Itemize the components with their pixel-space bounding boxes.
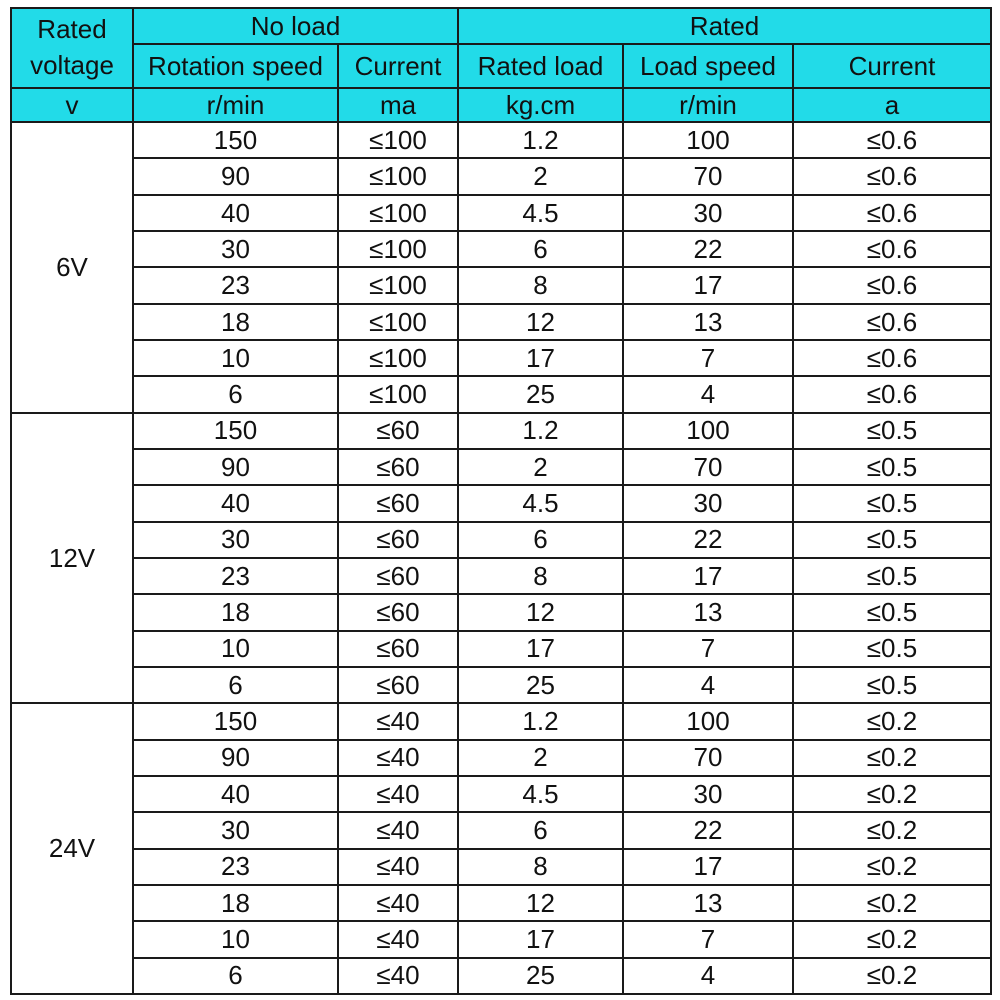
cell-rated-current: ≤0.6 xyxy=(793,376,991,412)
cell-no-load-current: ≤100 xyxy=(338,304,458,340)
cell-rotation-speed: 150 xyxy=(133,703,338,739)
cell-rotation-speed: 10 xyxy=(133,631,338,667)
table-row xyxy=(11,122,991,158)
cell-rated-load: 6 xyxy=(458,522,623,558)
cell-load-speed: 70 xyxy=(623,740,793,776)
cell-rated-current: ≤0.5 xyxy=(793,485,991,521)
cell-load-speed: 4 xyxy=(623,667,793,703)
cell-rated-load: 2 xyxy=(458,158,623,194)
cell-rated-load: 12 xyxy=(458,885,623,921)
table-row xyxy=(11,703,991,739)
cell-rated-current: ≤0.5 xyxy=(793,522,991,558)
table-row xyxy=(11,885,991,921)
cell-no-load-current: ≤40 xyxy=(338,776,458,812)
table-row xyxy=(11,776,991,812)
cell-no-load-current: ≤60 xyxy=(338,667,458,703)
cell-load-speed: 22 xyxy=(623,522,793,558)
cell-rotation-speed: 18 xyxy=(133,304,338,340)
table-row xyxy=(11,267,991,303)
cell-no-load-current: ≤60 xyxy=(338,522,458,558)
cell-rated-current: ≤0.6 xyxy=(793,158,991,194)
cell-rotation-speed: 90 xyxy=(133,740,338,776)
table-row xyxy=(11,231,991,267)
cell-no-load-current: ≤40 xyxy=(338,885,458,921)
cell-rated-load: 1.2 xyxy=(458,703,623,739)
cell-rated-current: ≤0.6 xyxy=(793,195,991,231)
cell-rated-load: 25 xyxy=(458,376,623,412)
table-row xyxy=(11,812,991,848)
cell-load-speed: 4 xyxy=(623,958,793,994)
cell-no-load-current: ≤60 xyxy=(338,631,458,667)
cell-rotation-speed: 6 xyxy=(133,958,338,994)
table-row xyxy=(11,921,991,957)
cell-rated-current: ≤0.5 xyxy=(793,631,991,667)
cell-load-speed: 17 xyxy=(623,267,793,303)
cell-load-speed: 30 xyxy=(623,776,793,812)
cell-load-speed: 13 xyxy=(623,885,793,921)
header-load-speed: Load speed xyxy=(623,44,793,88)
cell-rated-current: ≤0.2 xyxy=(793,921,991,957)
cell-load-speed: 70 xyxy=(623,158,793,194)
unit-voltage: v xyxy=(11,88,133,122)
header-rated-current: Current xyxy=(793,44,991,88)
header-row-units xyxy=(11,88,991,122)
cell-load-speed: 13 xyxy=(623,594,793,630)
cell-load-speed: 17 xyxy=(623,849,793,885)
table-row xyxy=(11,667,991,703)
cell-rated-current: ≤0.5 xyxy=(793,449,991,485)
cell-rotation-speed: 40 xyxy=(133,776,338,812)
cell-load-speed: 4 xyxy=(623,376,793,412)
table-body xyxy=(11,122,991,994)
header-no-load-current: Current xyxy=(338,44,458,88)
cell-load-speed: 7 xyxy=(623,631,793,667)
cell-rated-current: ≤0.2 xyxy=(793,740,991,776)
cell-rotation-speed: 90 xyxy=(133,449,338,485)
table-row xyxy=(11,413,991,449)
cell-rated-current: ≤0.6 xyxy=(793,122,991,158)
cell-rotation-speed: 30 xyxy=(133,812,338,848)
cell-rated-load: 25 xyxy=(458,958,623,994)
cell-no-load-current: ≤100 xyxy=(338,195,458,231)
unit-no-load-current: ma xyxy=(338,88,458,122)
table-row xyxy=(11,522,991,558)
cell-rated-load: 17 xyxy=(458,340,623,376)
cell-no-load-current: ≤40 xyxy=(338,740,458,776)
header-rotation-speed: Rotation speed xyxy=(133,44,338,88)
cell-rotation-speed: 18 xyxy=(133,885,338,921)
cell-rotation-speed: 18 xyxy=(133,594,338,630)
motor-spec-table xyxy=(10,7,992,995)
cell-rated-load: 4.5 xyxy=(458,485,623,521)
cell-load-speed: 70 xyxy=(623,449,793,485)
cell-rated-load: 17 xyxy=(458,631,623,667)
cell-no-load-current: ≤60 xyxy=(338,449,458,485)
cell-rotation-speed: 40 xyxy=(133,485,338,521)
cell-rated-current: ≤0.5 xyxy=(793,413,991,449)
cell-rated-load: 12 xyxy=(458,594,623,630)
cell-rotation-speed: 150 xyxy=(133,413,338,449)
table-row xyxy=(11,449,991,485)
cell-rated-current: ≤0.2 xyxy=(793,776,991,812)
cell-rated-current: ≤0.2 xyxy=(793,958,991,994)
cell-rotation-speed: 150 xyxy=(133,122,338,158)
cell-rated-load: 2 xyxy=(458,449,623,485)
cell-load-speed: 7 xyxy=(623,340,793,376)
unit-rated-load: kg.cm xyxy=(458,88,623,122)
header-no-load: No load xyxy=(133,8,458,44)
cell-no-load-current: ≤60 xyxy=(338,558,458,594)
cell-rotation-speed: 6 xyxy=(133,667,338,703)
cell-load-speed: 13 xyxy=(623,304,793,340)
cell-no-load-current: ≤40 xyxy=(338,958,458,994)
cell-load-speed: 22 xyxy=(623,812,793,848)
unit-rotation-speed: r/min xyxy=(133,88,338,122)
cell-rated-load: 8 xyxy=(458,849,623,885)
cell-no-load-current: ≤40 xyxy=(338,849,458,885)
cell-no-load-current: ≤100 xyxy=(338,231,458,267)
cell-rated-voltage: 6V xyxy=(11,122,133,413)
table-row xyxy=(11,631,991,667)
header-row-columns xyxy=(11,44,991,88)
table-row xyxy=(11,158,991,194)
header-rated-voltage: Rated voltage xyxy=(11,8,133,88)
table-row xyxy=(11,376,991,412)
table-header xyxy=(11,8,991,122)
cell-rated-current: ≤0.2 xyxy=(793,812,991,848)
cell-rotation-speed: 30 xyxy=(133,231,338,267)
cell-load-speed: 100 xyxy=(623,413,793,449)
cell-rated-current: ≤0.5 xyxy=(793,558,991,594)
cell-load-speed: 100 xyxy=(623,703,793,739)
cell-rated-current: ≤0.6 xyxy=(793,340,991,376)
cell-rated-current: ≤0.5 xyxy=(793,667,991,703)
table-row xyxy=(11,594,991,630)
cell-rotation-speed: 10 xyxy=(133,921,338,957)
cell-no-load-current: ≤100 xyxy=(338,267,458,303)
cell-no-load-current: ≤100 xyxy=(338,376,458,412)
cell-rated-load: 6 xyxy=(458,231,623,267)
header-rated: Rated xyxy=(458,8,991,44)
cell-rated-load: 4.5 xyxy=(458,776,623,812)
table-row xyxy=(11,340,991,376)
cell-rated-load: 8 xyxy=(458,558,623,594)
cell-rotation-speed: 23 xyxy=(133,849,338,885)
table-row xyxy=(11,958,991,994)
cell-rotation-speed: 30 xyxy=(133,522,338,558)
cell-rated-current: ≤0.2 xyxy=(793,703,991,739)
cell-rated-current: ≤0.2 xyxy=(793,849,991,885)
cell-rated-current: ≤0.5 xyxy=(793,594,991,630)
cell-no-load-current: ≤100 xyxy=(338,158,458,194)
cell-no-load-current: ≤60 xyxy=(338,413,458,449)
cell-no-load-current: ≤40 xyxy=(338,812,458,848)
cell-rated-current: ≤0.6 xyxy=(793,231,991,267)
cell-rated-load: 6 xyxy=(458,812,623,848)
cell-no-load-current: ≤100 xyxy=(338,122,458,158)
cell-rated-voltage: 12V xyxy=(11,413,133,704)
cell-rotation-speed: 90 xyxy=(133,158,338,194)
cell-rotation-speed: 23 xyxy=(133,558,338,594)
cell-load-speed: 30 xyxy=(623,195,793,231)
unit-load-speed: r/min xyxy=(623,88,793,122)
cell-load-speed: 22 xyxy=(623,231,793,267)
cell-rated-voltage: 24V xyxy=(11,703,133,994)
unit-rated-current: a xyxy=(793,88,991,122)
table-row xyxy=(11,485,991,521)
cell-no-load-current: ≤60 xyxy=(338,485,458,521)
cell-rated-load: 1.2 xyxy=(458,413,623,449)
cell-rated-load: 17 xyxy=(458,921,623,957)
cell-load-speed: 17 xyxy=(623,558,793,594)
cell-no-load-current: ≤40 xyxy=(338,921,458,957)
table-row xyxy=(11,558,991,594)
cell-rated-load: 2 xyxy=(458,740,623,776)
cell-no-load-current: ≤40 xyxy=(338,703,458,739)
table-row xyxy=(11,849,991,885)
cell-load-speed: 30 xyxy=(623,485,793,521)
cell-no-load-current: ≤100 xyxy=(338,340,458,376)
cell-rated-load: 1.2 xyxy=(458,122,623,158)
table-row xyxy=(11,195,991,231)
cell-rotation-speed: 40 xyxy=(133,195,338,231)
cell-rated-current: ≤0.6 xyxy=(793,267,991,303)
cell-load-speed: 7 xyxy=(623,921,793,957)
table-row xyxy=(11,304,991,340)
cell-rated-current: ≤0.2 xyxy=(793,885,991,921)
cell-rated-load: 8 xyxy=(458,267,623,303)
cell-rated-load: 4.5 xyxy=(458,195,623,231)
header-row-groups xyxy=(11,8,991,44)
cell-rated-load: 25 xyxy=(458,667,623,703)
cell-rated-current: ≤0.6 xyxy=(793,304,991,340)
cell-rotation-speed: 23 xyxy=(133,267,338,303)
table-row xyxy=(11,740,991,776)
cell-rotation-speed: 6 xyxy=(133,376,338,412)
cell-rated-load: 12 xyxy=(458,304,623,340)
cell-load-speed: 100 xyxy=(623,122,793,158)
cell-no-load-current: ≤60 xyxy=(338,594,458,630)
header-rated-load: Rated load xyxy=(458,44,623,88)
cell-rotation-speed: 10 xyxy=(133,340,338,376)
